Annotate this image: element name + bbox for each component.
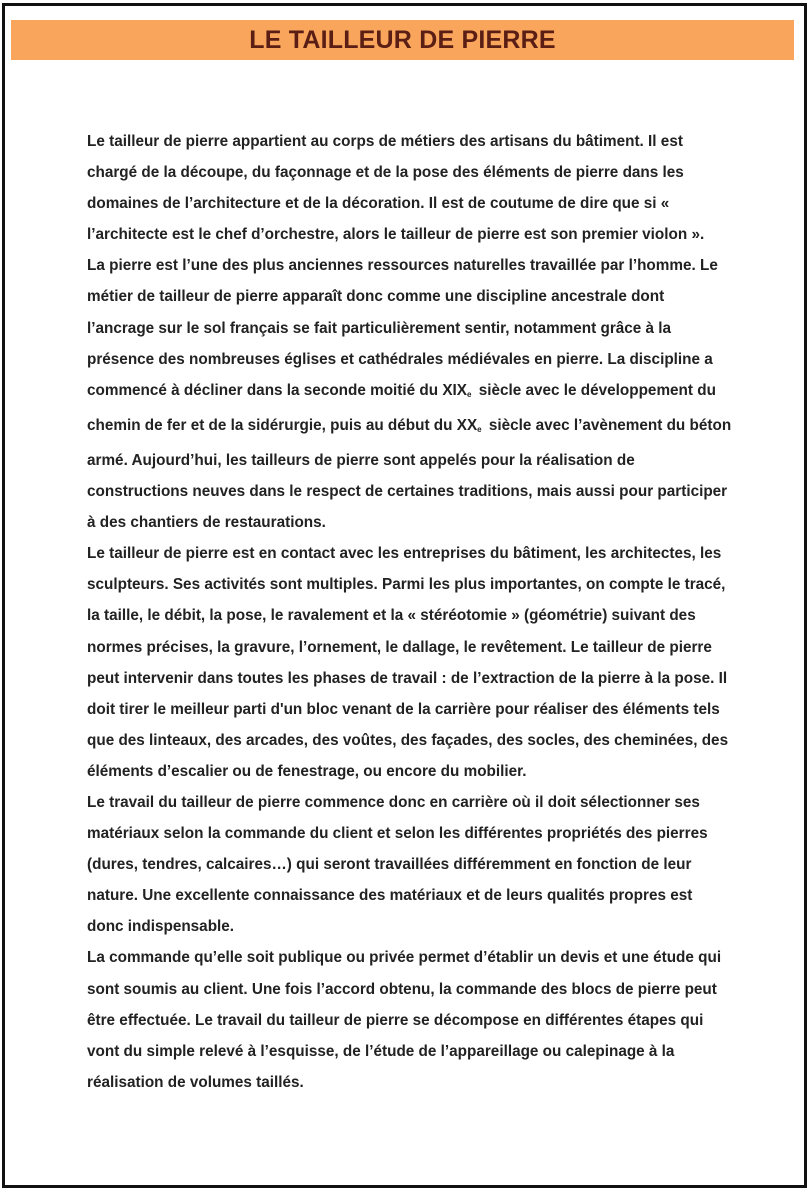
- document-body: [87, 126, 732, 1098]
- paragraph-order: La commande qu’elle soit publique ou privée permet d’établir un devis et une étude qui sont soumis au client. Une fois l’accord obtenu, la commande des blocs de pierre peut être effectuée. Le travail du tailleur de pierre se décompose en différentes étapes qui vont du simple relevé à l’esquisse, de l’étude de l’appareillage ou calepinage à la réalisation de volumes taillés.: [87, 949, 722, 1091]
- century-suffix-20: e: [477, 424, 482, 434]
- century-suffix-19: e: [467, 389, 472, 399]
- document-page: [2, 3, 807, 1188]
- paragraph-quarry: Le travail du tailleur de pierre commence donc en carrière où il doit sélectionner ses matériaux selon la commande du client et selon les différentes propriétés des pierres (dures, tendres, calcaires…) qui seront travaillées différemment en fonction de leur nature. Une excellente connaissance des matériaux et de leurs qualités propres est donc indispensable.: [87, 793, 708, 936]
- paragraph-history-part-2: siècle avec le développement du chemin de fer et de la sidérurgie, puis au début du XX: [87, 381, 716, 434]
- paragraph-history-part-1: La pierre est l’une des plus anciennes ressources naturelles travaillée par l’homme. Le métier de tailleur de pierre apparaît donc comme une discipline ancestrale dont l’ancrage sur le sol français se fait particulièrement sentir, notamment grâce à la présence des nombreuses églises et cathédrales médiévales en pierre. La discipline a commencé à décliner dans la seconde moitié du XIX: [87, 257, 718, 399]
- paragraph-history-part-3: siècle avec l’avènement du béton armé. Aujourd’hui, les tailleurs de pierre sont appelés pour la réalisation de constructions neuves dans le respect de certaines traditions, mais aussi pour participer à des chantiers de restaurations.: [87, 416, 732, 532]
- page-title: LE TAILLEUR DE PIERRE: [249, 25, 556, 54]
- paragraph-intro: Le tailleur de pierre appartient au corps de métiers des artisans du bâtiment. Il est chargé de la découpe, du façonnage et de la pose des éléments de pierre dans les domaines de l’architecture et de la décoration. Il est de coutume de dire que si « l’architecte est le chef d’orchestre, alors le tailleur de pierre est son premier violon ».: [87, 133, 705, 244]
- paragraph-activities: Le tailleur de pierre est en contact avec les entreprises du bâtiment, les architectes, les sculpteurs. Ses activités sont multiples. Parmi les plus importantes, on compte le tracé, la taille, le débit, la pose, le ravalement et la « stéréotomie » (géométrie) suivant des normes précises, la gravure, l’ornement, le dallage, le revêtement. Le tailleur de pierre peut intervenir dans toutes les phases de travail : de l’extraction de la pierre à la pose. Il doit tirer le meilleur parti d'un bloc venant de la carrière pour réaliser des éléments tels que des linteaux, des arcades, des voûtes, des façades, des socles, des cheminées, des éléments d’escalier ou de fenestrage, ou encore du mobilier.: [87, 545, 729, 780]
- paragraph-history: [87, 250, 732, 538]
- title-banner: [11, 20, 794, 60]
